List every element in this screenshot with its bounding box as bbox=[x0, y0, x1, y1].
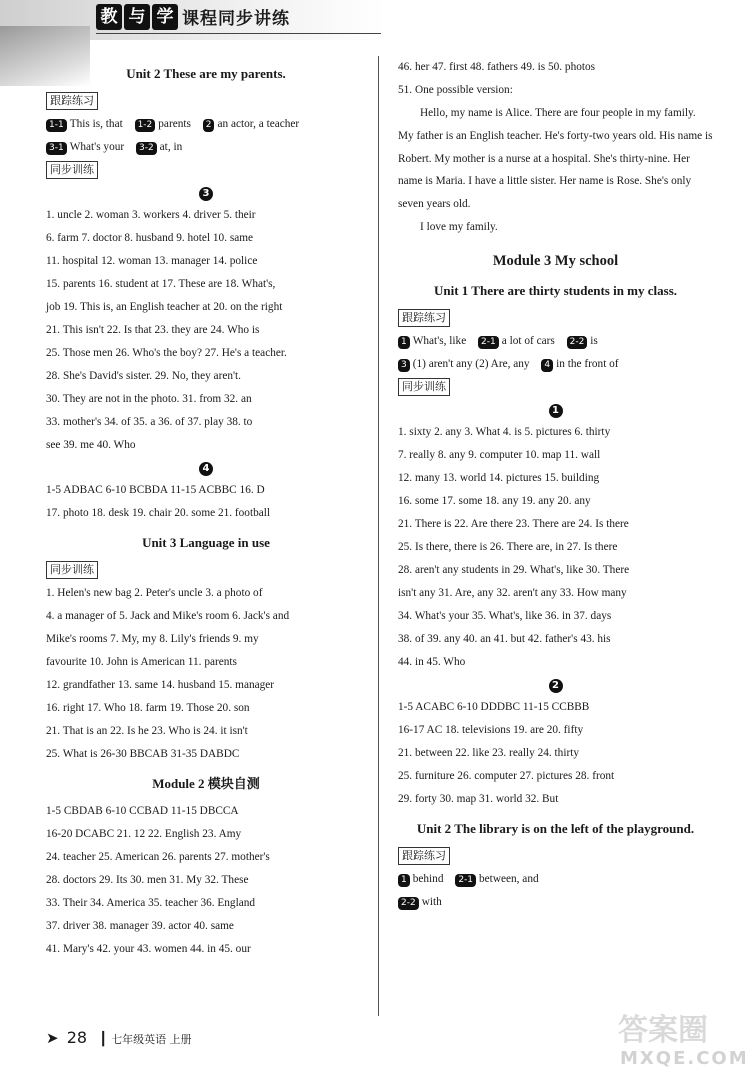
section-heading: Unit 2 These are my parents. bbox=[126, 66, 286, 81]
tag-track-practice: 跟踪练习 bbox=[398, 847, 450, 865]
answer-line: 16. some 17. some 18. any 19. any 20. any bbox=[398, 494, 591, 507]
answer-text: with bbox=[421, 895, 442, 908]
answer-text: What's, like bbox=[412, 334, 467, 347]
answer-line bbox=[398, 330, 713, 353]
answer-text: What's your bbox=[69, 141, 125, 153]
answer-line: 21. There is 22. Are there 23. There are 24. Is there bbox=[398, 517, 629, 530]
answer-line: 21. This isn't 22. Is that 23. they are 24. Who is bbox=[46, 324, 260, 336]
answer-line: 1-5 ADBAC 6-10 BCBDA 11-15 ACBBC 16. D bbox=[46, 484, 265, 496]
answer-line: 44. in 45. Who bbox=[398, 655, 466, 668]
answer-line: 25. Is there, there is 26. There are, in 27. Is there bbox=[398, 540, 618, 553]
answer-line: 25. What is 26-30 BBCAB 31-35 DABDC bbox=[46, 748, 240, 760]
tag-sync-training: 同步训练 bbox=[398, 378, 450, 396]
logo-char: 与 bbox=[124, 4, 150, 30]
book-label: 七年级英语 上册 bbox=[111, 1033, 192, 1046]
answer-text: This is, that bbox=[69, 118, 123, 130]
answer-line: Mike's rooms 7. My, my 8. Lily's friends 9. my bbox=[46, 633, 259, 645]
answer-text: parents bbox=[158, 118, 191, 130]
answer-line: favourite 10. John is American 11. parents bbox=[46, 656, 237, 668]
exercise-number-badge: 4 bbox=[199, 462, 213, 476]
answer-line: 51. One possible version: bbox=[398, 84, 513, 96]
tag-sync-training: 同步训练 bbox=[46, 561, 98, 579]
answer-text: in the front of bbox=[556, 357, 619, 370]
item-badge: 1-1 bbox=[46, 119, 67, 132]
column-divider bbox=[378, 56, 379, 1016]
answer-line: 28. aren't any students in 29. What's, like 30. There bbox=[398, 563, 630, 576]
answer-block bbox=[398, 696, 713, 811]
answer-text: is bbox=[590, 334, 598, 347]
answer-line: 21. between 22. like 23. really 24. thirty bbox=[398, 746, 580, 759]
answer-text: between, and bbox=[479, 872, 539, 885]
page-footer bbox=[46, 1028, 192, 1047]
answer-line: 16-20 DCABC 21. 12 22. English 23. Amy bbox=[46, 828, 242, 840]
item-badge: 1 bbox=[398, 874, 410, 887]
watermark-logo: 答案圈 bbox=[618, 1013, 708, 1048]
answer-block bbox=[398, 56, 713, 102]
answer-line: 12. many 13. world 14. pictures 15. building bbox=[398, 471, 600, 484]
section-heading: Unit 1 There are thirty students in my class. bbox=[433, 282, 678, 298]
answer-text: a lot of cars bbox=[501, 334, 555, 347]
answer-line: 29. forty 30. map 31. world 32. But bbox=[398, 792, 559, 805]
item-badge: 2 bbox=[203, 119, 215, 132]
item-badge: 3 bbox=[398, 359, 410, 372]
answer-line: 34. What's your 35. What's, like 36. in 37. days bbox=[398, 609, 612, 622]
answer-line: 16. right 17. Who 18. farm 19. Those 20. son bbox=[46, 702, 250, 714]
answer-line: 1-5 ACABC 6-10 DDDBC 11-15 CCBBB bbox=[398, 700, 590, 713]
answer-text: (1) aren't any (2) Are, any bbox=[412, 357, 530, 370]
page-number: 28 bbox=[66, 1028, 88, 1047]
answer-line: 41. Mary's 42. your 43. women 44. in 45. our bbox=[46, 943, 251, 955]
logo-char: 学 bbox=[152, 4, 178, 30]
essay-paragraph: Hello, my name is Alice. There are four people in my family. My father is an English teacher. He's forty-two years old. His name is Robert. My mother is a nurse at a hospital. She's thirty-nine. Her name is Maria. I have a little sister. Her name is Rose. She's only seven years old. bbox=[398, 107, 713, 211]
item-badge: 2-2 bbox=[567, 336, 588, 349]
answer-block bbox=[46, 479, 366, 525]
answer-line: 33. mother's 34. of 35. a 36. of 37. play 38. to bbox=[46, 416, 253, 428]
header-rule bbox=[96, 33, 381, 34]
answer-text: an actor, a teacher bbox=[217, 118, 300, 130]
item-badge: 1-2 bbox=[135, 119, 156, 132]
section-heading: Module 2 模块自测 bbox=[152, 776, 260, 791]
separator-bar: ┃ bbox=[99, 1032, 108, 1047]
answer-line: 33. Their 34. America 35. teacher 36. England bbox=[46, 897, 256, 909]
item-badge: 2-1 bbox=[455, 874, 476, 887]
item-badge: 4 bbox=[541, 359, 553, 372]
answer-line: 25. Those men 26. Who's the boy? 27. He's a teacher. bbox=[46, 347, 287, 359]
answer-line: isn't any 31. Are, any 32. aren't any 33. How many bbox=[398, 586, 627, 599]
answer-line bbox=[398, 868, 713, 891]
answer-line: 15. parents 16. student at 17. These are 18. What's, bbox=[46, 278, 276, 290]
answer-line: 1. Helen's new bag 2. Peter's uncle 3. a photo of bbox=[46, 587, 263, 599]
answer-line: job 19. This is, an English teacher at 20. on the right bbox=[46, 301, 283, 313]
logo-char: 教 bbox=[96, 4, 122, 30]
answer-line: 4. a manager of 5. Jack and Mike's room 6. Jack's and bbox=[46, 610, 290, 622]
answer-line: 28. She's David's sister. 29. No, they aren't. bbox=[46, 370, 241, 382]
answer-line: 25. furniture 26. computer 27. pictures 28. front bbox=[398, 769, 615, 782]
watermark-url: MXQE.COM bbox=[620, 1048, 749, 1069]
answer-line: 6. farm 7. doctor 8. husband 9. hotel 10. same bbox=[46, 232, 254, 244]
exercise-number-badge: 2 bbox=[549, 679, 563, 693]
answer-line: 1. uncle 2. woman 3. workers 4. driver 5. their bbox=[46, 209, 256, 221]
answer-line: 28. doctors 29. Its 30. men 31. My 32. These bbox=[46, 874, 249, 886]
answer-line: see 39. me 40. Who bbox=[46, 439, 136, 451]
answer-line: 17. photo 18. desk 19. chair 20. some 21. football bbox=[46, 507, 271, 519]
answer-line bbox=[398, 891, 713, 914]
answer-block bbox=[46, 204, 366, 457]
item-badge: 2-1 bbox=[478, 336, 499, 349]
answer-line: 24. teacher 25. American 26. parents 27. mother's bbox=[46, 851, 270, 863]
answer-line: 37. driver 38. manager 39. actor 40. same bbox=[46, 920, 234, 932]
answer-line: 1. sixty 2. any 3. What 4. is 5. pictures 6. thirty bbox=[398, 425, 611, 438]
tag-track-practice: 跟踪练习 bbox=[398, 309, 450, 327]
module-heading: Module 3 My school bbox=[492, 252, 619, 269]
answer-line: 38. of 39. any 40. an 41. but 42. father's 43. his bbox=[398, 632, 611, 645]
answer-text: behind bbox=[412, 872, 444, 885]
answer-block bbox=[46, 800, 366, 961]
series-logo bbox=[96, 4, 178, 30]
section-heading: Unit 3 Language in use bbox=[142, 535, 270, 550]
item-badge: 3-2 bbox=[136, 142, 157, 155]
item-badge: 3-1 bbox=[46, 142, 67, 155]
exercise-number-badge: 3 bbox=[199, 187, 213, 201]
answer-line: 1-5 CBDAB 6-10 CCBAD 11-15 DBCCA bbox=[46, 805, 239, 817]
answer-line bbox=[398, 353, 713, 376]
answer-line: 21. That is an 22. Is he 23. Who is 24. it isn't bbox=[46, 725, 248, 737]
series-title: 课程同步讲练 bbox=[182, 9, 290, 29]
tag-track-practice: 跟踪练习 bbox=[46, 92, 98, 110]
item-badge: 2-2 bbox=[398, 897, 419, 910]
answer-block bbox=[46, 582, 366, 766]
page-header bbox=[0, 0, 750, 48]
section-heading: Unit 2 The library is on the left of the playground. bbox=[416, 820, 695, 836]
item-badge: 1 bbox=[398, 336, 410, 349]
arrow-icon: ➤ bbox=[46, 1029, 59, 1047]
tag-sync-training: 同步训练 bbox=[46, 161, 98, 179]
right-column bbox=[398, 56, 713, 914]
answer-line: 16-17 AC 18. televisions 19. are 20. fifty bbox=[398, 723, 584, 736]
answer-line: 11. hospital 12. woman 13. manager 14. police bbox=[46, 255, 258, 267]
answer-line: 12. grandfather 13. same 14. husband 15. manager bbox=[46, 679, 275, 691]
answer-line: 7. really 8. any 9. computer 10. map 11. wall bbox=[398, 448, 601, 461]
answer-line bbox=[46, 136, 366, 159]
essay-paragraph: I love my family. bbox=[420, 220, 498, 233]
left-column bbox=[46, 56, 366, 961]
answer-text: at, in bbox=[159, 141, 183, 153]
answer-block bbox=[398, 421, 713, 674]
answer-line: 46. her 47. first 48. fathers 49. is 50. photos bbox=[398, 61, 596, 73]
exercise-number-badge: 1 bbox=[549, 404, 563, 418]
answer-line: 30. They are not in the photo. 31. from 32. an bbox=[46, 393, 252, 405]
answer-line bbox=[46, 113, 366, 136]
